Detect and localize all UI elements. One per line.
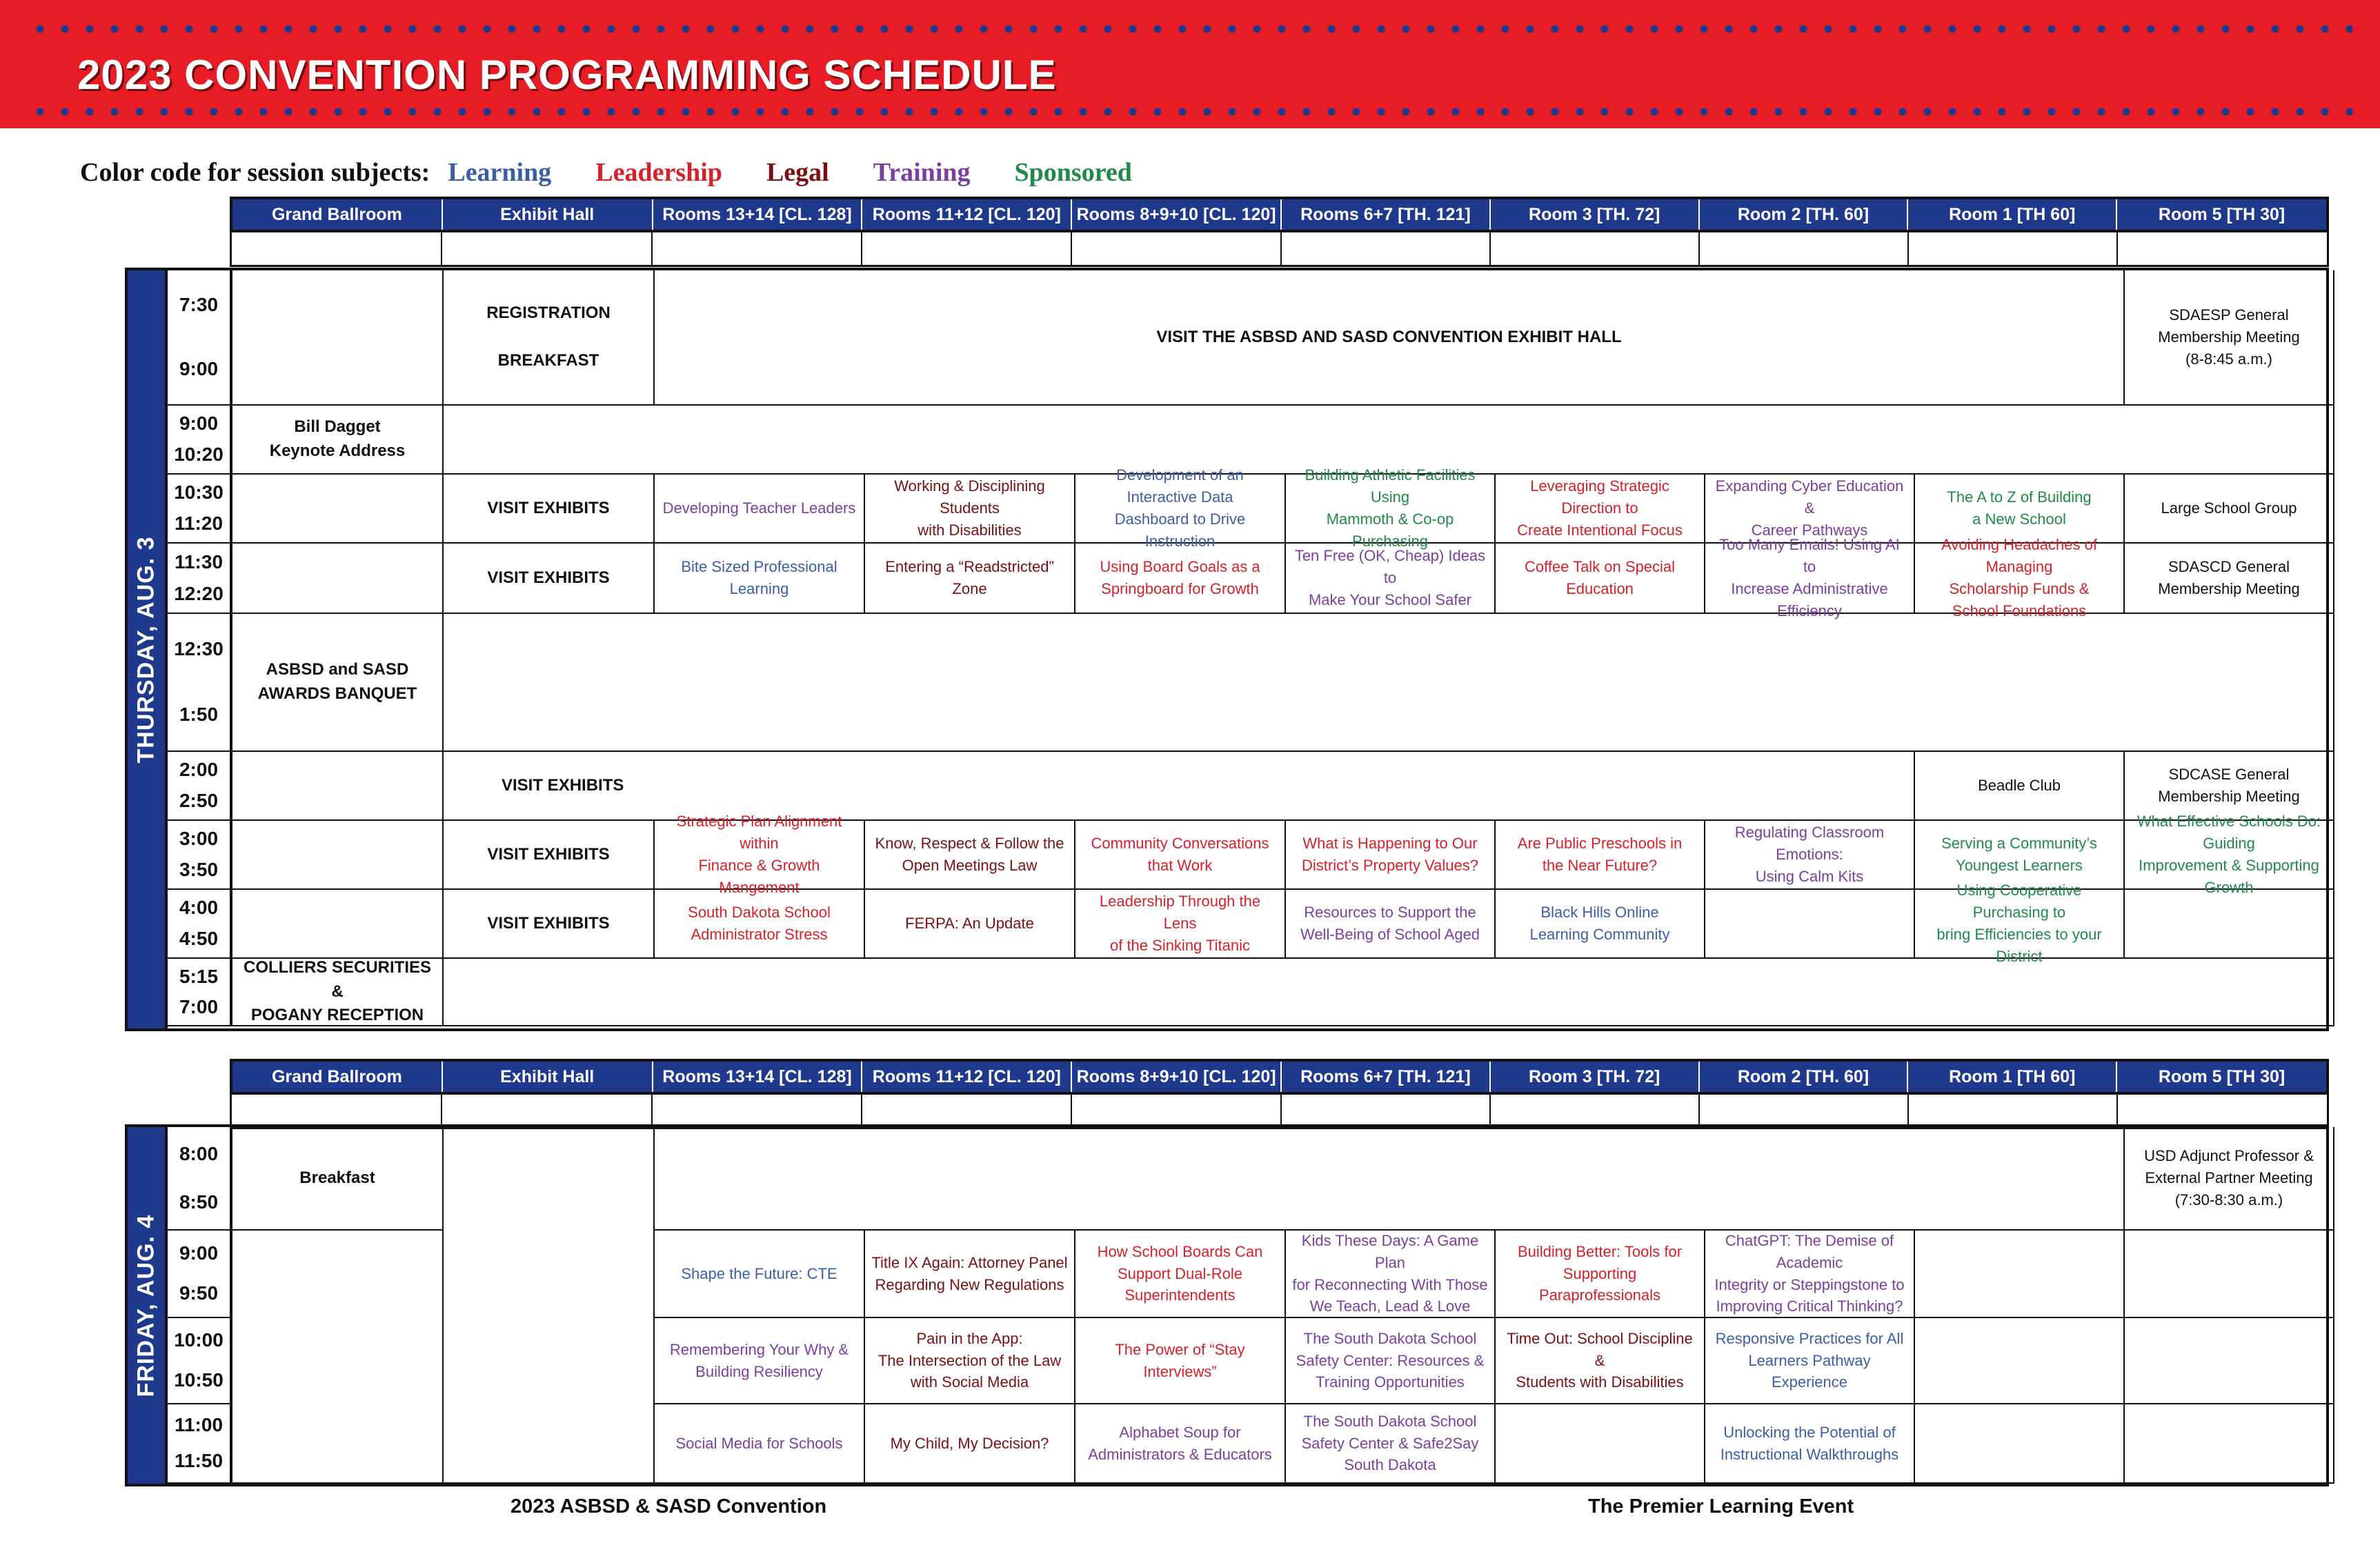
event-label: VISIT EXHIBITS bbox=[444, 752, 1915, 821]
event-label: Breakfast bbox=[232, 1127, 444, 1231]
session-cell: Title IX Again: Attorney Panel Regarding New Regulations bbox=[865, 1231, 1075, 1318]
event-label: ASBSD and SASD AWARDS BANQUET bbox=[232, 614, 444, 752]
page-title: 2023 CONVENTION PROGRAMMING SCHEDULE bbox=[77, 52, 1057, 98]
room-header-cell: Rooms 11+12 [CL. 120] bbox=[862, 199, 1072, 230]
grand-ballroom-block bbox=[232, 1231, 444, 1484]
time-end: 7:00 bbox=[179, 995, 219, 1017]
time-slot bbox=[168, 406, 232, 475]
room-header-cell: Rooms 6+7 [TH. 121] bbox=[1282, 199, 1491, 230]
blank-cell bbox=[442, 1095, 653, 1127]
room-header-cell: Room 5 [TH 30] bbox=[2158, 1067, 2285, 1086]
time-start: 4:00 bbox=[179, 897, 219, 919]
room-header-cell: Rooms 11+12 [CL. 120] bbox=[862, 1062, 1072, 1092]
time-end: 11:20 bbox=[174, 513, 224, 535]
session-cell: Beadle Club bbox=[1915, 752, 2125, 821]
schedule-grid-thursday bbox=[165, 268, 2329, 1031]
session-cell: Remembering Your Why & Building Resiliency bbox=[655, 1318, 865, 1404]
time-end: 11:50 bbox=[174, 1450, 224, 1472]
legend-learning: Learning bbox=[448, 158, 552, 187]
session-cell: Pain in the App: The Intersection of the Law with Social Media bbox=[865, 1318, 1075, 1404]
time-end: 9:50 bbox=[179, 1282, 219, 1304]
session-cell: Kids These Days: A Game Plan for Reconnecting With Those We Teach, Lead & Love bbox=[1286, 1231, 1496, 1318]
session-cell: Resources to Support the Well-Being of School Aged bbox=[1286, 890, 1496, 959]
time-slot bbox=[168, 1127, 232, 1231]
empty-cell bbox=[655, 1127, 2125, 1231]
session-cell: SDAESP General Membership Meeting (8-8:45 a.m.) bbox=[2125, 270, 2334, 406]
room-header-cell: Exhibit Hall bbox=[443, 1062, 653, 1092]
blank-cell bbox=[1909, 232, 2118, 265]
event-label: VISIT EXHIBITS bbox=[444, 544, 655, 614]
time-start: 11:00 bbox=[174, 1413, 224, 1435]
time-start: 8:00 bbox=[179, 1142, 219, 1164]
event-label: VISIT THE ASBSD AND SASD CONVENTION EXHIBIT HALL bbox=[655, 270, 2125, 406]
empty-cell bbox=[2125, 890, 2334, 959]
day-label-text: FRIDAY, AUG. 4 bbox=[132, 1214, 159, 1397]
session-cell: Building Better: Tools for Supporting Paraprofessionals bbox=[1496, 1231, 1705, 1318]
day-label-thursday bbox=[125, 268, 168, 1031]
session-cell: Using Board Goals as a Springboard for Growth bbox=[1075, 544, 1286, 614]
time-end: 9:00 bbox=[179, 358, 219, 380]
time-start: 9:00 bbox=[179, 1242, 219, 1264]
event-label: COLLIERS SECURITIES & POGANY RECEPTION bbox=[232, 959, 444, 1026]
session-cell: Know, Respect & Follow the Open Meetings Law bbox=[865, 821, 1075, 890]
time-start: 7:30 bbox=[179, 294, 219, 316]
time-end: 10:50 bbox=[174, 1369, 224, 1391]
blank-cell bbox=[653, 1095, 862, 1127]
session-cell: The South Dakota School Safety Center: Resources & Training Opportunities bbox=[1286, 1318, 1496, 1404]
event-label: VISIT EXHIBITS bbox=[444, 890, 655, 959]
session-cell: How School Boards Can Support Dual-Role Superintendents bbox=[1075, 1231, 1286, 1318]
session-cell: ChatGPT: The Demise of Academic Integrity or Steppingstone to Improving Critical Thinking? bbox=[1705, 1231, 1915, 1318]
time-start: 11:30 bbox=[174, 550, 224, 573]
session-cell: Are Public Preschools in the Near Future? bbox=[1496, 821, 1705, 890]
event-label: VISIT EXHIBITS bbox=[444, 821, 655, 890]
room-header-cell: Room 3 [TH. 72] bbox=[1491, 1062, 1700, 1092]
session-cell: The South Dakota School Safety Center & Safe2Say South Dakota bbox=[1286, 1404, 1496, 1484]
empty-cell bbox=[1496, 1404, 1705, 1484]
schedule-grid-friday bbox=[165, 1124, 2329, 1486]
room-header-cell: Room 1 [TH 60] bbox=[1908, 199, 2117, 230]
event-label: VISIT EXHIBITS bbox=[444, 475, 655, 544]
room-header-cell: Exhibit Hall bbox=[443, 199, 653, 230]
blank-cell bbox=[653, 232, 862, 265]
session-cell: FERPA: An Update bbox=[865, 890, 1075, 959]
legend-leadership: Leadership bbox=[595, 158, 722, 187]
session-cell: The Power of “Stay Interviews” bbox=[1075, 1318, 1286, 1404]
session-cell: Avoiding Headaches of Managing Scholarship Funds & School Foundations bbox=[1915, 544, 2125, 614]
blank-cell bbox=[2118, 232, 2327, 265]
empty-cell bbox=[232, 475, 444, 544]
blank-cell bbox=[2118, 1095, 2327, 1127]
empty-cell bbox=[444, 614, 2334, 752]
footer-left: 2023 ASBSD & SASD Convention bbox=[510, 1495, 827, 1518]
time-end: 4:50 bbox=[179, 928, 219, 950]
session-cell: What Effective Schools Do: Guiding Improvement & Supporting Growth bbox=[2125, 821, 2334, 890]
room-header-cell: Room 1 [TH 60] bbox=[1908, 1062, 2117, 1092]
time-end: 8:50 bbox=[179, 1191, 219, 1213]
room-header-cell: Rooms 13+14 [CL. 128] bbox=[653, 1062, 863, 1092]
room-header-friday bbox=[230, 1059, 2329, 1095]
time-slot bbox=[168, 1318, 232, 1404]
room-header-cell: Room 5 [TH 30] bbox=[2158, 205, 2285, 224]
day-label-text: THURSDAY, AUG. 3 bbox=[132, 536, 159, 763]
blank-cell bbox=[442, 232, 653, 265]
blank-cell bbox=[1282, 232, 1491, 265]
empty-cell bbox=[232, 752, 444, 821]
time-end: 12:20 bbox=[174, 582, 224, 604]
empty-cell bbox=[232, 890, 444, 959]
time-slot bbox=[168, 270, 232, 406]
room-header-cell: Rooms 8+9+10 [CL. 120] bbox=[1072, 1062, 1282, 1092]
empty-cell bbox=[232, 821, 444, 890]
time-start: 10:30 bbox=[174, 481, 224, 504]
session-cell: Leadership Through the Lens of the Sinking Titanic bbox=[1075, 890, 1286, 959]
legend-training: Training bbox=[873, 158, 971, 187]
time-end: 3:50 bbox=[179, 859, 219, 881]
legend-label: Color code for session subjects: bbox=[80, 158, 430, 187]
session-cell: Using Cooperative Purchasing to bring Efficiencies to your District bbox=[1915, 890, 2125, 959]
blank-cell bbox=[1700, 232, 1909, 265]
session-cell: Development of an Interactive Data Dashboard to Drive Instruction bbox=[1075, 475, 1286, 544]
session-cell: Building Athletic Facilities Using Mammoth & Co-op Purchasing bbox=[1286, 475, 1496, 544]
blank-cell bbox=[1700, 1095, 1909, 1127]
time-slot bbox=[168, 959, 232, 1026]
color-legend bbox=[80, 157, 1176, 188]
empty-cell bbox=[232, 544, 444, 614]
blank-row-thursday bbox=[230, 232, 2329, 267]
time-slot bbox=[168, 614, 232, 752]
time-start: 9:00 bbox=[179, 412, 219, 435]
session-cell: SDCASE General Membership Meeting bbox=[2125, 752, 2334, 821]
session-cell: Coffee Talk on Special Education bbox=[1496, 544, 1705, 614]
session-cell: Bite Sized Professional Learning bbox=[655, 544, 865, 614]
session-cell: Black Hills Online Learning Community bbox=[1496, 890, 1705, 959]
room-header-cell: Room 2 [TH. 60] bbox=[1700, 1062, 1909, 1092]
legend-legal: Legal bbox=[766, 158, 829, 187]
blank-cell bbox=[862, 232, 1072, 265]
banner-dots-top bbox=[28, 25, 2352, 33]
empty-cell bbox=[2125, 1231, 2334, 1318]
time-end: 10:20 bbox=[174, 444, 224, 466]
blank-cell bbox=[1491, 1095, 1700, 1127]
time-start: 10:00 bbox=[174, 1329, 224, 1351]
legend-sponsored: Sponsored bbox=[1014, 158, 1132, 187]
blank-cell bbox=[1072, 1095, 1282, 1127]
session-cell: Large School Group bbox=[2125, 475, 2334, 544]
session-cell: Shape the Future: CTE bbox=[655, 1231, 865, 1318]
session-cell: Too Many Emails! Using AI to Increase Administrative Efficiency bbox=[1705, 544, 1915, 614]
time-end: 2:50 bbox=[179, 790, 219, 812]
blank-cell bbox=[862, 1095, 1072, 1127]
time-slot bbox=[168, 1404, 232, 1484]
session-cell: Alphabet Soup for Administrators & Educators bbox=[1075, 1404, 1286, 1484]
blank-cell bbox=[1491, 232, 1700, 265]
session-cell: My Child, My Decision? bbox=[865, 1404, 1075, 1484]
session-cell: Developing Teacher Leaders bbox=[655, 475, 865, 544]
empty-cell bbox=[2125, 1404, 2334, 1484]
time-start: 5:15 bbox=[179, 965, 219, 987]
banner-dots-bottom bbox=[28, 108, 2352, 116]
time-slot bbox=[168, 752, 232, 821]
session-cell: USD Adjunct Professor & External Partner Meeting (7:30-8:30 a.m.) bbox=[2125, 1127, 2334, 1231]
empty-cell bbox=[1915, 1318, 2125, 1404]
session-cell: Social Media for Schools bbox=[655, 1404, 865, 1484]
room-header-cell: Grand Ballroom bbox=[232, 1062, 443, 1092]
session-cell: Time Out: School Discipline & Students with Disabilities bbox=[1496, 1318, 1705, 1404]
blank-cell bbox=[1282, 1095, 1491, 1127]
empty-cell bbox=[2125, 1318, 2334, 1404]
session-cell: Unlocking the Potential of Instructional Walkthroughs bbox=[1705, 1404, 1915, 1484]
session-cell: Community Conversations that Work bbox=[1075, 821, 1286, 890]
session-cell: Expanding Cyber Education & Career Pathways bbox=[1705, 475, 1915, 544]
session-cell: The A to Z of Building a New School bbox=[1915, 475, 2125, 544]
session-cell: South Dakota School Administrator Stress bbox=[655, 890, 865, 959]
room-header-cell: Rooms 6+7 [TH. 121] bbox=[1282, 1062, 1491, 1092]
time-slot bbox=[168, 890, 232, 959]
time-start: 3:00 bbox=[179, 828, 219, 850]
time-start: 12:30 bbox=[174, 638, 224, 660]
empty-cell bbox=[232, 270, 444, 406]
empty-cell bbox=[1915, 1404, 2125, 1484]
time-start: 2:00 bbox=[179, 759, 219, 781]
time-slot bbox=[168, 475, 232, 544]
day-label-friday bbox=[125, 1124, 168, 1486]
session-cell: Responsive Practices for All Learners Pathway Experience bbox=[1705, 1318, 1915, 1404]
room-header-cell: Room 3 [TH. 72] bbox=[1491, 199, 1700, 230]
time-slot bbox=[168, 1231, 232, 1318]
session-cell: Leveraging Strategic Direction to Create Intentional Focus bbox=[1496, 475, 1705, 544]
empty-cell bbox=[1705, 890, 1915, 959]
session-cell: Working & Disciplining Students with Disabilities bbox=[865, 475, 1075, 544]
session-cell: Ten Free (OK, Cheap) Ideas to Make Your School Safer bbox=[1286, 544, 1496, 614]
session-cell: SDASCD General Membership Meeting bbox=[2125, 544, 2334, 614]
room-header-cell: Room 2 [TH. 60] bbox=[1700, 199, 1909, 230]
blank-cell bbox=[232, 1095, 442, 1127]
empty-cell bbox=[1915, 1231, 2125, 1318]
session-cell: Entering a “Readstricted” Zone bbox=[865, 544, 1075, 614]
blank-cell bbox=[1072, 232, 1282, 265]
footer-right: The Premier Learning Event bbox=[1588, 1495, 1854, 1518]
session-cell: Serving a Community’s Youngest Learners bbox=[1915, 821, 2125, 890]
room-header-cell: Grand Ballroom bbox=[232, 199, 443, 230]
blank-cell bbox=[232, 232, 442, 265]
empty-cell bbox=[444, 959, 2334, 1026]
title-banner bbox=[0, 0, 2380, 128]
exhibit-hall-block bbox=[444, 1127, 655, 1484]
event-label: REGISTRATION BREAKFAST bbox=[444, 270, 655, 406]
time-slot bbox=[168, 544, 232, 614]
session-cell: Regulating Classroom Emotions: Using Calm Kits bbox=[1705, 821, 1915, 890]
room-header-cell: Rooms 13+14 [CL. 128] bbox=[653, 199, 863, 230]
blank-cell bbox=[1909, 1095, 2118, 1127]
room-header-thursday bbox=[230, 197, 2329, 232]
session-cell: What is Happening to Our District’s Property Values? bbox=[1286, 821, 1496, 890]
time-slot bbox=[168, 821, 232, 890]
room-header-cell: Rooms 8+9+10 [CL. 120] bbox=[1072, 199, 1282, 230]
event-label: Bill Dagget Keynote Address bbox=[232, 406, 444, 475]
session-cell: Strategic Plan Alignment within Finance & Growth Mangement bbox=[655, 821, 865, 890]
time-end: 1:50 bbox=[179, 704, 219, 726]
